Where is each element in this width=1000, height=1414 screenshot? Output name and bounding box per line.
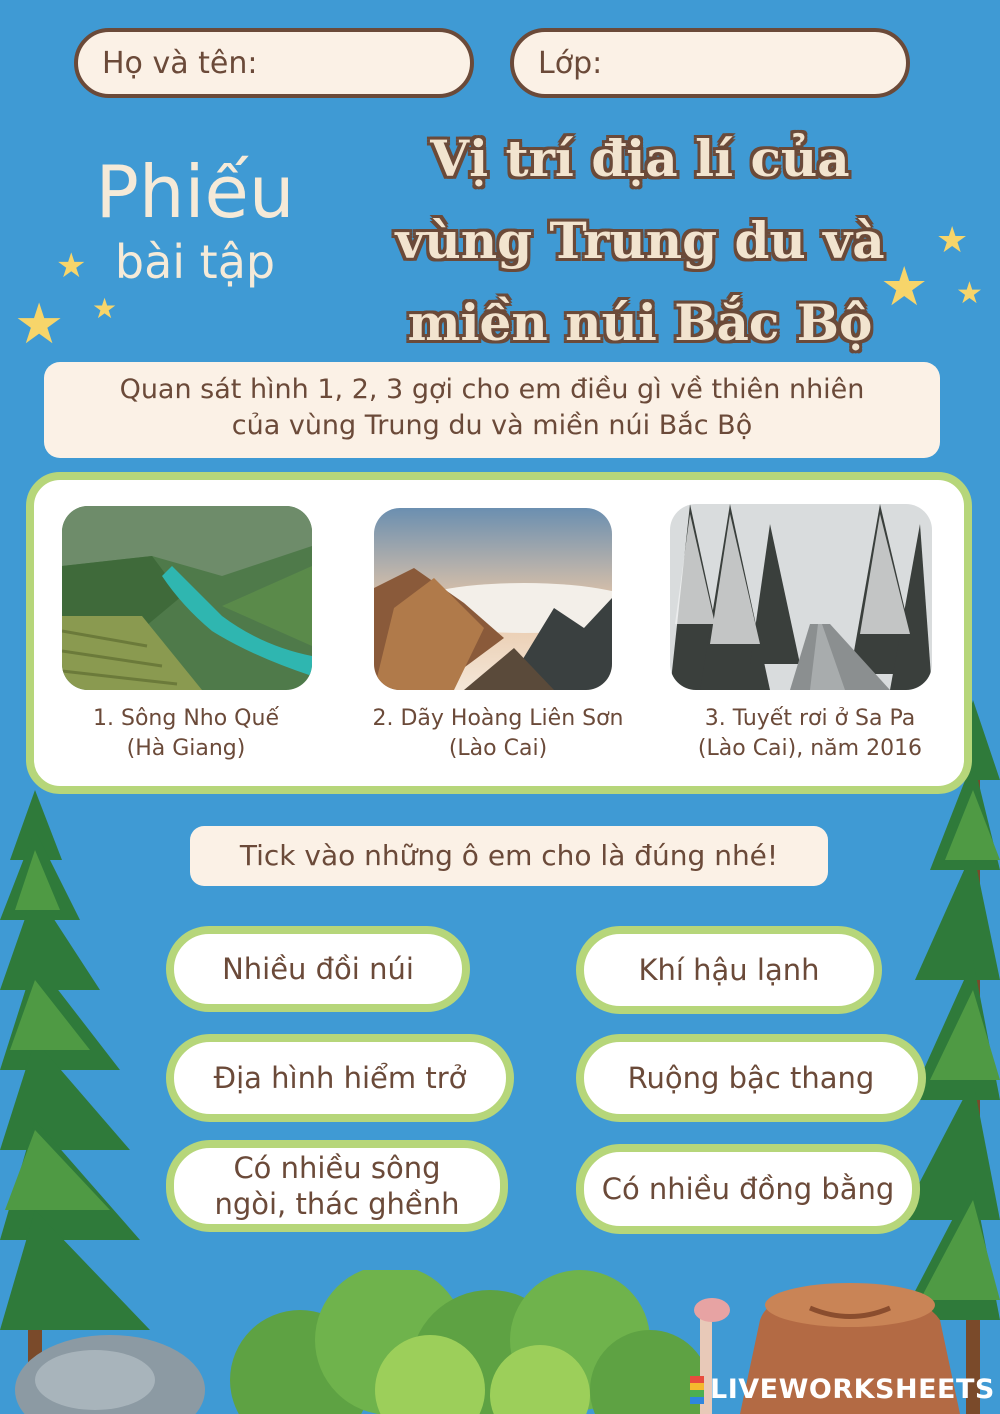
class-label: Lớp: <box>538 45 603 81</box>
question-line-2: của vùng Trung du và miền núi Bắc Bộ <box>231 410 753 441</box>
worksheet-label-line1: Phiếu <box>95 150 295 234</box>
option-label-line1: Có nhiều sông <box>233 1151 441 1185</box>
class-field[interactable] <box>510 28 910 98</box>
option-nhieu-dong-bang[interactable] <box>576 1144 920 1234</box>
question-line-1: Quan sát hình 1, 2, 3 gợi cho em điều gì về thiên nhiên <box>119 374 865 405</box>
liveworksheets-watermark <box>690 1374 995 1405</box>
option-khi-hau-lanh[interactable] <box>576 926 882 1014</box>
student-name-label: Họ và tên: <box>102 45 258 81</box>
option-label: Khí hậu lạnh <box>638 953 820 987</box>
title-line-3: miền núi Bắc Bộ <box>407 293 873 352</box>
question-box <box>44 362 940 458</box>
option-nhieu-doi-nui[interactable] <box>166 926 470 1012</box>
title-line-1: Vị trí địa lí của <box>430 129 850 188</box>
figure-3-caption <box>662 704 958 764</box>
figure-3-caption-line1: 3. Tuyết rơi ở Sa Pa <box>704 706 916 731</box>
star-icon: ★ <box>14 292 65 357</box>
song-nho-que-photo <box>62 506 312 690</box>
instruction-box <box>190 826 828 886</box>
figure-3-caption-line2: (Lào Cai), năm 2016 <box>697 736 923 761</box>
figure-2-caption <box>340 704 656 764</box>
option-label: Nhiều đồi núi <box>222 952 414 986</box>
option-dia-hinh-hiem-tro[interactable] <box>166 1034 514 1122</box>
option-label: Ruộng bậc thang <box>627 1061 875 1095</box>
option-label-line2: ngòi, thác ghềnh <box>214 1187 460 1221</box>
instruction-text: Tick vào những ô em cho là đúng nhé! <box>239 839 779 872</box>
watermark-text: LIVEWORKSHEETS <box>710 1374 995 1405</box>
option-label: Địa hình hiểm trở <box>213 1061 467 1095</box>
figure-2-caption-line2: (Lào Cai) <box>448 736 548 761</box>
figure-1-caption-line2: (Hà Giang) <box>126 736 246 761</box>
worksheet-label-line2: bài tập <box>114 235 276 289</box>
title-line-2: vùng Trung du và <box>395 211 885 270</box>
figure-1-caption-line1: 1. Sông Nho Quế <box>93 706 279 731</box>
sa-pa-snow-photo <box>670 504 932 690</box>
star-icon: ★ <box>92 292 118 325</box>
option-label: Có nhiều đồng bằng <box>601 1172 895 1206</box>
liveworksheets-logo-icon <box>690 1376 704 1404</box>
worksheet-label <box>60 150 330 290</box>
figure-1-caption <box>56 704 316 764</box>
figure-2-caption-line1: 2. Dãy Hoàng Liên Sơn <box>372 706 624 731</box>
option-ruong-bac-thang[interactable] <box>576 1034 926 1122</box>
day-hoang-lien-son-photo <box>374 508 612 690</box>
page-title <box>330 118 950 364</box>
star-icon: ★ <box>56 246 87 286</box>
star-icon: ★ <box>880 255 929 318</box>
option-nhieu-song-ngoi[interactable] <box>166 1140 508 1232</box>
star-icon: ★ <box>956 276 983 311</box>
star-icon: ★ <box>936 220 969 261</box>
student-name-field[interactable] <box>74 28 474 98</box>
